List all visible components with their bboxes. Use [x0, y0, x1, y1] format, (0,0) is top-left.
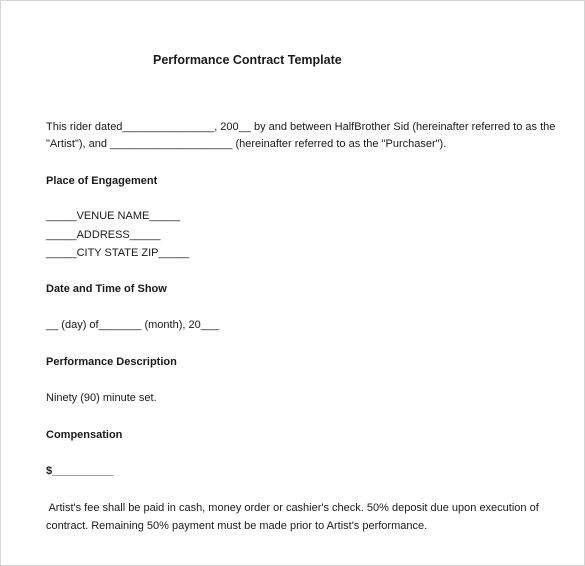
intro-line-2: "Artist"), and ____________________ (hereinafter referred to as the "Purchaser").: [46, 138, 447, 150]
engagement-heading: Place of Engagement: [46, 175, 158, 187]
compensation-amount: $__________: [46, 465, 114, 477]
description-text: Ninety (90) minute set.: [46, 392, 157, 404]
date-line: __ (day) of_______ (month), 20___: [46, 319, 220, 331]
intro-line-1: This rider dated_______________, 200__ by and between HalfBrother Sid (hereinafter referred to as the: [46, 121, 556, 133]
fee-line-1: Artist's fee shall be paid in cash, money order or cashier's check. 50% deposit due upon execution of: [46, 502, 539, 514]
document-title: Performance Contract Template: [153, 53, 342, 67]
description-heading: Performance Description: [46, 356, 177, 368]
datetime-heading: Date and Time of Show: [46, 283, 167, 295]
city-state-zip-line: _____CITY STATE ZIP_____: [46, 247, 190, 259]
fee-line-2: contract. Remaining 50% payment must be made prior to Artist's performance.: [46, 520, 428, 532]
compensation-heading: Compensation: [46, 429, 123, 441]
venue-name-line: _____VENUE NAME_____: [46, 210, 180, 222]
address-line: _____ADDRESS_____: [46, 229, 161, 241]
